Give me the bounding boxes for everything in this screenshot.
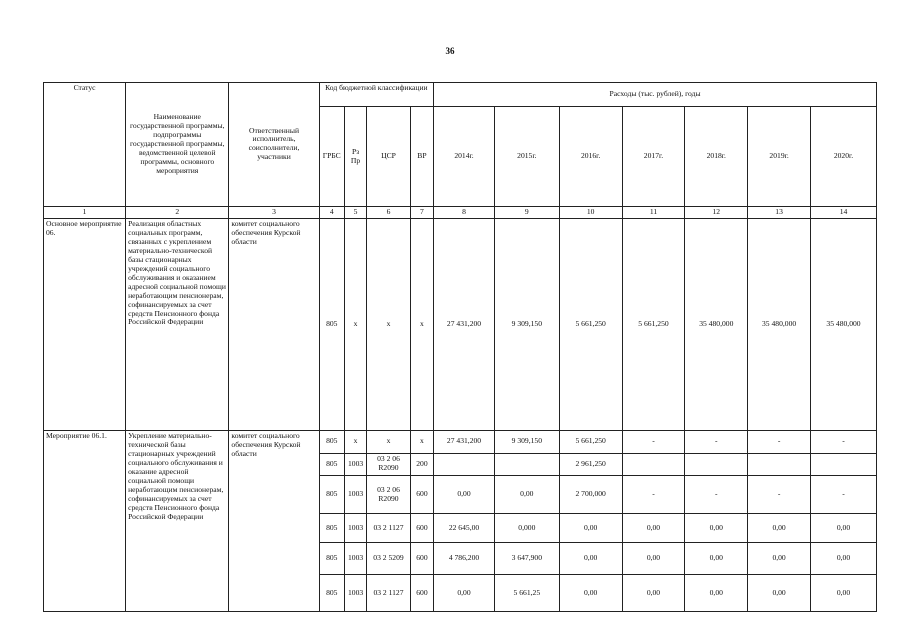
cell-value: 0,00: [434, 475, 495, 514]
header-responsible: Ответственный исполнитель, соисполнители, участники: [229, 83, 319, 207]
row-status: Мероприятие 06.1.: [44, 431, 126, 612]
cell-value: 0,00: [748, 542, 811, 574]
header-year: 2020г.: [811, 107, 877, 207]
cell-value: -: [622, 431, 685, 453]
header-year: 2019г.: [748, 107, 811, 207]
cell-value: 0,00: [748, 514, 811, 542]
table-row: [44, 431, 877, 453]
cell-value: 0,00: [811, 575, 877, 612]
cell-value: -: [685, 431, 748, 453]
cell-value: 0,00: [494, 475, 559, 514]
cell-csr: х: [367, 431, 411, 453]
cell-grbs: 805: [319, 431, 344, 453]
cell-value: 22 645,00: [434, 514, 495, 542]
cell-csr: 03 2 06 R2090: [367, 453, 411, 475]
cell-value: [622, 453, 685, 475]
row-responsible: комитет социального обеспечения Курской области: [229, 431, 319, 612]
header-year: 2016г.: [559, 107, 622, 207]
cell-value: 0,00: [685, 575, 748, 612]
cell-value: 0,00: [622, 514, 685, 542]
cell-value: [748, 453, 811, 475]
column-number: 4: [319, 206, 344, 218]
cell-vr: 600: [410, 475, 433, 514]
row-responsible: комитет социального обеспечения Курской области: [229, 218, 319, 430]
row-status: Основное мероприятие 06.: [44, 218, 126, 430]
cell-value: 2 700,000: [559, 475, 622, 514]
budget-table: [43, 82, 877, 612]
cell-value: 5 661,250: [622, 218, 685, 430]
cell-value: 35 480,000: [748, 218, 811, 430]
cell-value: 5 661,25: [494, 575, 559, 612]
column-number: 12: [685, 206, 748, 218]
cell-value: 0,00: [559, 575, 622, 612]
header-rzpr: Рз Пр: [344, 107, 366, 207]
cell-value: -: [811, 475, 877, 514]
cell-vr: 600: [410, 514, 433, 542]
cell-vr: 200: [410, 453, 433, 475]
cell-value: 2 961,250: [559, 453, 622, 475]
cell-grbs: 805: [319, 514, 344, 542]
cell-csr: 03 2 1127: [367, 575, 411, 612]
cell-value: 0,00: [622, 575, 685, 612]
cell-value: 35 480,000: [811, 218, 877, 430]
cell-vr: х: [410, 431, 433, 453]
column-number: 8: [434, 206, 495, 218]
cell-value: 35 480,000: [685, 218, 748, 430]
cell-rzpr: 1003: [344, 453, 366, 475]
cell-value: [811, 453, 877, 475]
cell-value: 0,00: [622, 542, 685, 574]
header-grbs: ГРБС: [319, 107, 344, 207]
cell-grbs: 805: [319, 575, 344, 612]
cell-value: 9 309,150: [494, 218, 559, 430]
cell-value: 5 661,250: [559, 218, 622, 430]
cell-vr: 600: [410, 542, 433, 574]
cell-value: 0,00: [748, 575, 811, 612]
cell-value: 0,00: [811, 542, 877, 574]
row-name: Реализация областных социальных программ, связанных с укреплением материально-технической базы стационарных учреждений социального обслуживания и оказанием адресной социальной помощи неработающим пенсионерам, софинансируемых за счет средств Пенсионного фонда Российской Федерации: [126, 218, 229, 430]
cell-csr: х: [367, 218, 411, 430]
header-year: 2017г.: [622, 107, 685, 207]
cell-csr: 03 2 1127: [367, 514, 411, 542]
column-number: 6: [367, 206, 411, 218]
cell-value: 0,00: [685, 514, 748, 542]
header-year: 2018г.: [685, 107, 748, 207]
column-number: 11: [622, 206, 685, 218]
cell-rzpr: 1003: [344, 575, 366, 612]
cell-value: -: [748, 475, 811, 514]
cell-value: 27 431,200: [434, 431, 495, 453]
column-number: 5: [344, 206, 366, 218]
cell-grbs: 805: [319, 542, 344, 574]
cell-value: -: [685, 475, 748, 514]
header-name: Наименование государственной программы, подпрограммы государственной программы, ведомственной целевой программы, основного мероприятия: [126, 83, 229, 207]
header-year: 2014г.: [434, 107, 495, 207]
cell-vr: 600: [410, 575, 433, 612]
row-name: Укрепление материально-технической базы стационарных учреждений социального обслуживания и оказание адресной социальной помощи неработающим пенсионерам, софинансируемых за счет средств Пенсионного фонда Российской Федерации: [126, 431, 229, 612]
cell-rzpr: 1003: [344, 514, 366, 542]
cell-value: -: [622, 475, 685, 514]
cell-value: -: [748, 431, 811, 453]
cell-value: 0,000: [494, 514, 559, 542]
column-number: 14: [811, 206, 877, 218]
cell-value: -: [811, 431, 877, 453]
header-year: 2015г.: [494, 107, 559, 207]
cell-value: 3 647,900: [494, 542, 559, 574]
column-number: 7: [410, 206, 433, 218]
cell-value: 0,00: [434, 575, 495, 612]
cell-value: [685, 453, 748, 475]
column-number: 3: [229, 206, 319, 218]
cell-value: 4 786,200: [434, 542, 495, 574]
header-vr: ВР: [410, 107, 433, 207]
cell-value: 0,00: [811, 514, 877, 542]
cell-grbs: 805: [319, 475, 344, 514]
cell-csr: 03 2 5209: [367, 542, 411, 574]
page-number: 36: [445, 46, 455, 56]
cell-value: [434, 453, 495, 475]
header-status: Статус: [44, 83, 126, 207]
cell-value: 0,00: [685, 542, 748, 574]
cell-rzpr: 1003: [344, 542, 366, 574]
cell-csr: 03 2 06 R2090: [367, 475, 411, 514]
header-csr: ЦСР: [367, 107, 411, 207]
cell-grbs: 805: [319, 453, 344, 475]
cell-vr: х: [410, 218, 433, 430]
header-expenses: Расходы (тыс. рублей), годы: [434, 83, 877, 107]
cell-rzpr: х: [344, 218, 366, 430]
cell-value: 27 431,200: [434, 218, 495, 430]
cell-value: 0,00: [559, 542, 622, 574]
header-budget-code: Код бюджетной классификации: [319, 83, 434, 107]
cell-grbs: 805: [319, 218, 344, 430]
cell-value: [494, 453, 559, 475]
cell-value: 5 661,250: [559, 431, 622, 453]
column-number: 2: [126, 206, 229, 218]
cell-rzpr: 1003: [344, 475, 366, 514]
column-number: 9: [494, 206, 559, 218]
column-number: 13: [748, 206, 811, 218]
table-row: [44, 218, 877, 430]
column-number: 1: [44, 206, 126, 218]
cell-rzpr: х: [344, 431, 366, 453]
cell-value: 9 309,150: [494, 431, 559, 453]
column-number: 10: [559, 206, 622, 218]
cell-value: 0,00: [559, 514, 622, 542]
